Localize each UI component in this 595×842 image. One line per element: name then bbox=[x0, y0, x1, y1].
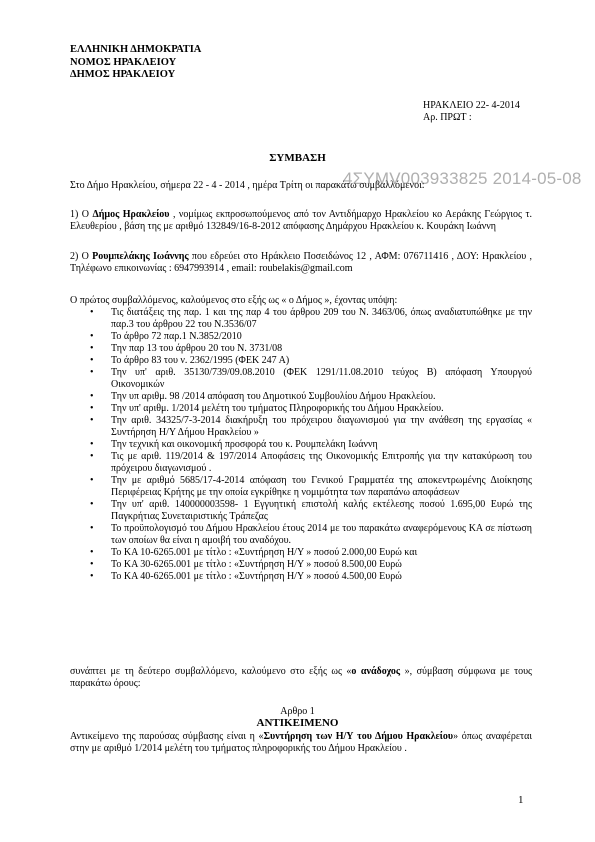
party-1-paragraph bbox=[70, 209, 532, 233]
document-title: ΣΥΜΒΑΣΗ bbox=[269, 152, 326, 164]
article-1-subject: Συντήρηση των Η/Υ του Δήμου Ηρακλείου bbox=[263, 731, 454, 742]
consideration-item: • Το άρθρο 72 παρ.1 Ν.3852/2010 bbox=[70, 331, 532, 343]
party-2-prefix: 2) Ο bbox=[70, 251, 93, 262]
place-date: ΗΡΑΚΛΕΙΟ 22- 4-2014 bbox=[423, 100, 520, 111]
party-2-paragraph bbox=[70, 251, 532, 275]
consideration-item: • Την τεχνική και οικονομική προσφορά του κ. Ρουμπελάκη Ιωάννη bbox=[70, 439, 532, 451]
party-1-name: Δήμος Ηρακλείου bbox=[92, 209, 170, 220]
consideration-item: • Το προϋπολογισμό του Δήμου Ηρακλείου έτους 2014 με του παρακάτω αναφερόμενους ΚΑ σε πίστωση των οποίων θα είναι η αμοιβή του αναδόχου. bbox=[70, 523, 532, 547]
consideration-item: • Την υπ' αριθ. 140000003598- 1 Εγγυητική επιστολή καλής εκτέλεσης ποσού 1.695,00 Ευρώ της Παγκρήτιας Συνεταιριστικής Τράπεζας bbox=[70, 499, 532, 523]
consideration-item: • Το ΚΑ 10-6265.001 με τίτλο : «Συντήρηση Η/Υ » ποσού 2.000,00 Ευρώ και bbox=[70, 547, 532, 559]
agreement-contractor-term: ο ανάδοχος bbox=[351, 666, 401, 677]
ada-watermark: 4ΣΥΜV003933825 2014-05-08 bbox=[343, 169, 582, 188]
agreement-text-before: συνάπτει με τη δεύτερο συμβαλλόμενο, καλούμενο στο εξής ως « bbox=[70, 666, 352, 677]
consideration-item: • Την υπ' αριθ. 35130/739/09.08.2010 (ΦΕΚ 1291/11.08.2010 τεύχος Β) απόφαση Υπουργού Οικονομικών bbox=[70, 367, 532, 391]
article-1-text-after: » όπως αναφέρεται στην με αριθμό 1/2014 μελέτη του τμήματος πληροφορικής του Δήμου Ηρακλείου . bbox=[70, 731, 533, 754]
consideration-item: • Το ΚΑ 30-6265.001 με τίτλο : «Συντήρηση Η/Υ » ποσού 8.500,00 Ευρώ bbox=[70, 559, 532, 571]
header-line-1: ΕΛΛΗΝΙΚΗ ΔΗΜΟΚΡΑΤΙΑ bbox=[70, 44, 202, 55]
party-2-details: που εδρεύει στο Ηράκλειο Ποσειδώνος 12 , ΑΦΜ: 076711416 , ΔΟΥ: Ηρακλείου , Τηλέφωνο επικοινωνίας : 6947993914 , email: roubelakis@gmail.com bbox=[70, 251, 532, 274]
consideration-item: • Την με αριθμό 5685/17-4-2014 απόφαση του Γενικού Γραμματέα της αποκεντρωμένης Διοίκησης Περιφέρειας Κρήτης με την οποία εγκρίθηκε η νομιμότητα των παραπάνω αποφάσεων bbox=[70, 475, 532, 499]
party-1-details: , νομίμως εκπροσωπούμενος από τον Αντιδήμαρχο Ηρακλείου κο Αεράκης Γεώργιος τ. Ελευθερίου , βάση της με αριθμό 132849/16-8-2012 απόφασης Δημάρχου Ηρακλείου κ. Κουράκη Ιωάννη bbox=[70, 209, 532, 232]
article-1-paragraph bbox=[70, 731, 532, 755]
consideration-item: • Το ΚΑ 40-6265.001 με τίτλο : «Συντήρηση Η/Υ » ποσού 4.500,00 Ευρώ bbox=[70, 571, 532, 583]
intro-paragraph: Στο Δήμο Ηρακλείου, σήμερα 22 - 4 - 2014 , ημέρα Τρίτη οι παρακάτω συμβαλλόμενοι: bbox=[70, 180, 425, 191]
agreement-text-after: », σύμβαση σύμφωνα με τους παρακάτω όρους: bbox=[70, 666, 532, 689]
first-party-intro: Ο πρώτος συμβαλλόμενος, καλούμενος στο εξής ως « ο Δήμος », έχοντας υπόψη: bbox=[70, 295, 398, 306]
article-1-number: Αρθρο 1 bbox=[280, 706, 315, 717]
considerations-list bbox=[70, 307, 532, 583]
header-line-2: ΝΟΜΟΣ ΗΡΑΚΛΕΙΟΥ bbox=[70, 56, 177, 68]
article-1-text-before: Αντικείμενο της παρούσας σύμβασης είναι η « bbox=[70, 731, 264, 742]
article-1-heading: ΑΝΤΙΚΕΙΜΕΝΟ bbox=[256, 717, 339, 729]
consideration-item: • Το άρθρο 83 του ν. 2362/1995 (ΦΕΚ 247 Α) bbox=[70, 355, 532, 367]
consideration-item: • Τις διατάξεις της παρ. 1 και της παρ 4 του άρθρου 209 του Ν. 3463/06, όπως αναδιατυπώθηκε με την παρ.3 του άρθρου 22 του Ν.3536/07 bbox=[70, 307, 532, 331]
consideration-item: • Την αριθ. 34325/7-3-2014 διακήρυξη του πρόχειρου διαγωνισμού για την ανάθεση της εργασίας « Συντήρηση Η/Υ Δήμου Ηρακλείου » bbox=[70, 415, 532, 439]
consideration-item: • Την υπ' αριθμ. 1/2014 μελέτη του τμήματος Πληροφορικής του Δήμου Ηρακλείου. bbox=[70, 403, 532, 415]
party-2-name: Ρουμπελάκης Ιωάννης bbox=[92, 251, 189, 262]
protocol-number: Αρ. ΠΡΩΤ : bbox=[423, 112, 472, 123]
date-block bbox=[423, 100, 520, 124]
agreement-paragraph bbox=[70, 666, 532, 690]
page-number: 1 bbox=[518, 794, 524, 806]
consideration-item: • Τις με αριθ. 119/2014 & 197/2014 Αποφάσεις της Οικονομικής Επιτροπής για την κατακύρωση του πρόχειρου διαγωνισμού . bbox=[70, 451, 532, 475]
header-line-3: ΔΗΜΟΣ ΗΡΑΚΛΕΙΟΥ bbox=[70, 69, 176, 80]
consideration-item: • Την παρ 13 του άρθρου 20 του Ν. 3731/08 bbox=[70, 343, 532, 355]
party-1-prefix: 1) Ο bbox=[70, 209, 93, 220]
consideration-item: • Την υπ αριθμ. 98 /2014 απόφαση του Δημοτικού Συμβουλίου Δήμου Ηρακλείου. bbox=[70, 391, 532, 403]
issuer-header bbox=[70, 44, 201, 82]
